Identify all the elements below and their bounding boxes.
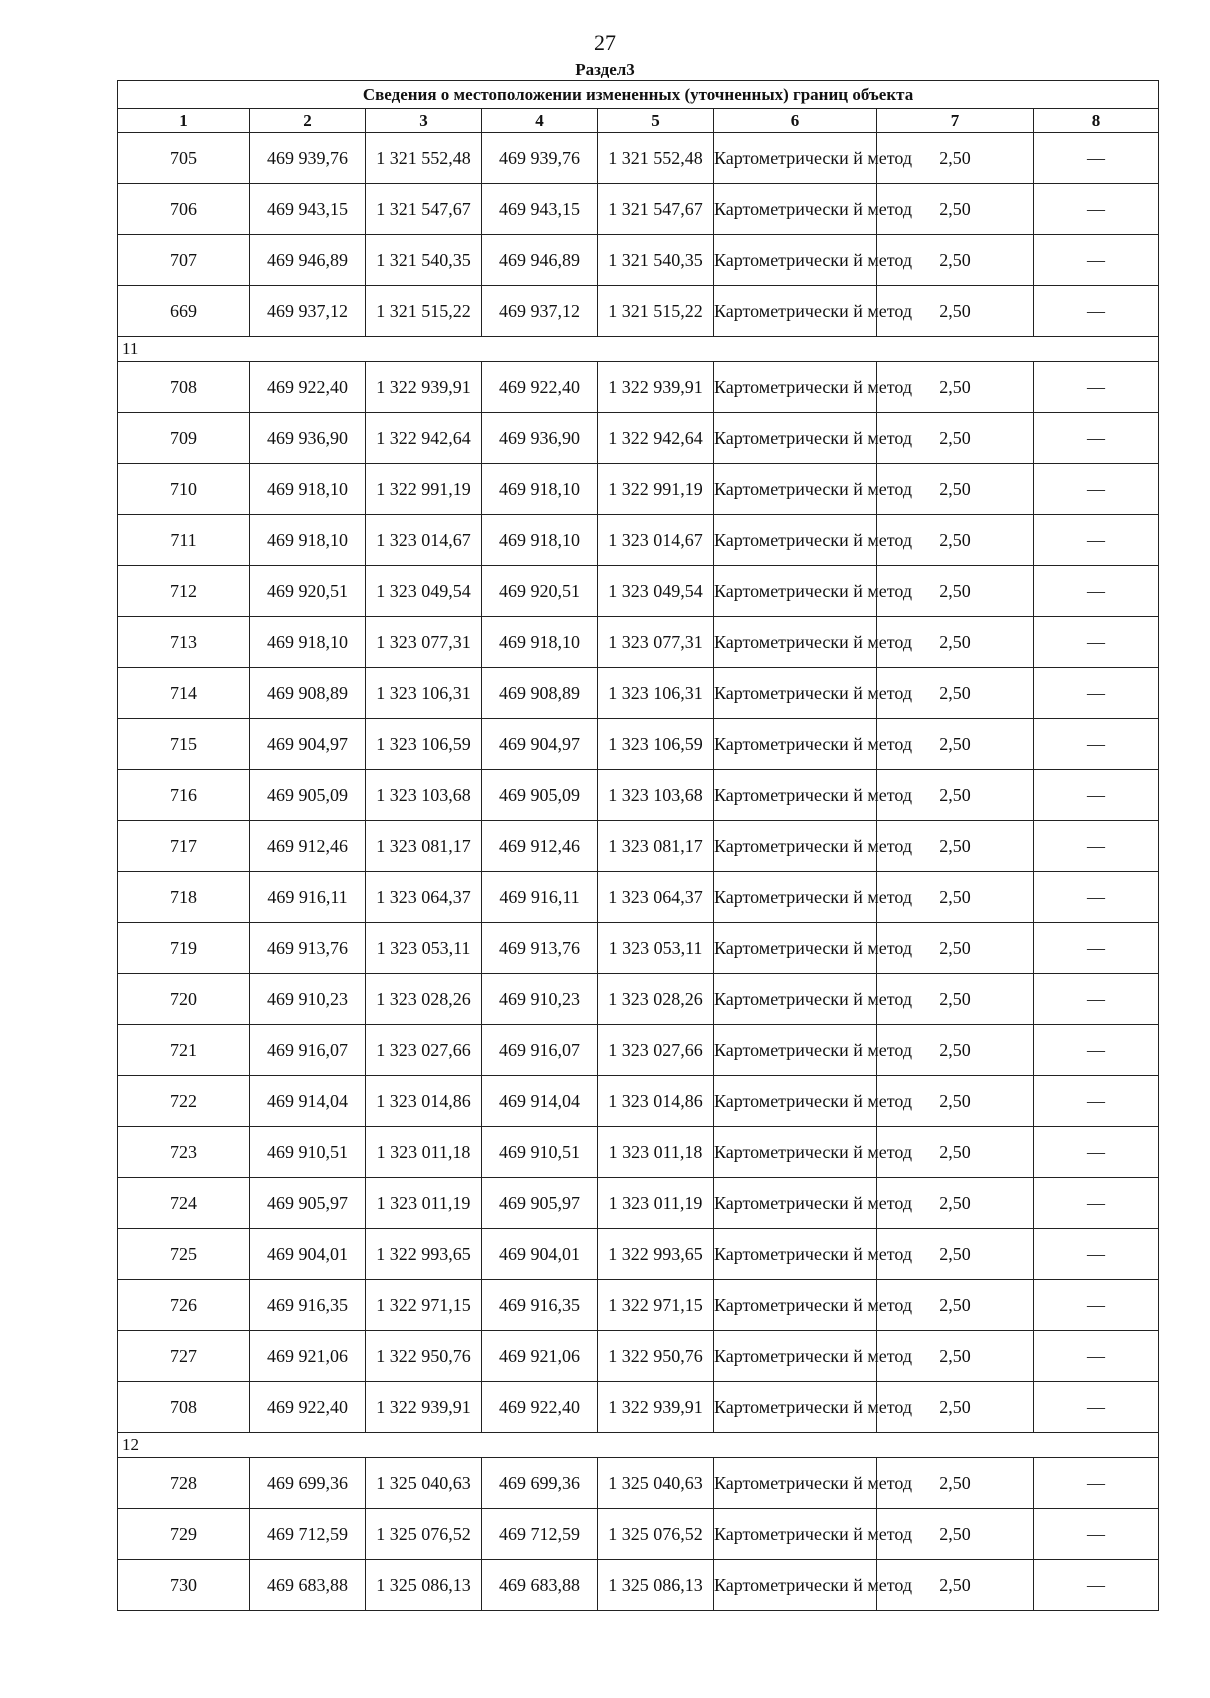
x-existing-cell: 469 916,07 <box>250 1025 366 1076</box>
accuracy-cell: 2,50 <box>877 1229 1034 1280</box>
table-row <box>118 184 1159 235</box>
column-number: 1 <box>118 109 250 133</box>
note-cell: — <box>1034 133 1159 184</box>
method-cell: Картометрически й метод <box>714 872 877 923</box>
accuracy-cell: 2,50 <box>877 515 1034 566</box>
y-new-cell: 1 322 942,64 <box>598 413 714 464</box>
x-new-cell: 469 904,01 <box>482 1229 598 1280</box>
x-new-cell: 469 905,09 <box>482 770 598 821</box>
y-existing-cell: 1 323 011,19 <box>366 1178 482 1229</box>
table-row <box>118 668 1159 719</box>
x-existing-cell: 469 905,97 <box>250 1178 366 1229</box>
y-new-cell: 1 323 081,17 <box>598 821 714 872</box>
column-number: 8 <box>1034 109 1159 133</box>
accuracy-cell: 2,50 <box>877 235 1034 286</box>
table-row <box>118 872 1159 923</box>
contour-number: 11 <box>118 337 1159 362</box>
accuracy-cell: 2,50 <box>877 413 1034 464</box>
accuracy-cell: 2,50 <box>877 770 1034 821</box>
method-cell: Картометрически й метод <box>714 566 877 617</box>
x-existing-cell: 469 912,46 <box>250 821 366 872</box>
x-existing-cell: 469 943,15 <box>250 184 366 235</box>
x-existing-cell: 469 712,59 <box>250 1509 366 1560</box>
table-row <box>118 1280 1159 1331</box>
point-number-cell: 729 <box>118 1509 250 1560</box>
table-row <box>118 413 1159 464</box>
point-number-cell: 717 <box>118 821 250 872</box>
table-row <box>118 1560 1159 1611</box>
method-cell: Картометрически й метод <box>714 1076 877 1127</box>
x-existing-cell: 469 699,36 <box>250 1458 366 1509</box>
accuracy-cell: 2,50 <box>877 1127 1034 1178</box>
column-numbers-row <box>118 109 1159 133</box>
point-number-cell: 708 <box>118 362 250 413</box>
point-number-cell: 721 <box>118 1025 250 1076</box>
y-existing-cell: 1 323 027,66 <box>366 1025 482 1076</box>
section-title: Раздел3 <box>575 60 635 79</box>
x-new-cell: 469 946,89 <box>482 235 598 286</box>
y-existing-cell: 1 321 552,48 <box>366 133 482 184</box>
note-cell: — <box>1034 1178 1159 1229</box>
table-row <box>118 1025 1159 1076</box>
table-row <box>118 719 1159 770</box>
table-row <box>118 362 1159 413</box>
y-new-cell: 1 323 106,31 <box>598 668 714 719</box>
page-number: 27 <box>594 30 616 55</box>
y-new-cell: 1 323 028,26 <box>598 974 714 1025</box>
y-existing-cell: 1 323 014,86 <box>366 1076 482 1127</box>
y-new-cell: 1 323 106,59 <box>598 719 714 770</box>
y-existing-cell: 1 321 540,35 <box>366 235 482 286</box>
note-cell: — <box>1034 923 1159 974</box>
x-new-cell: 469 914,04 <box>482 1076 598 1127</box>
x-new-cell: 469 939,76 <box>482 133 598 184</box>
table-row <box>118 1229 1159 1280</box>
x-new-cell: 469 918,10 <box>482 464 598 515</box>
note-cell: — <box>1034 719 1159 770</box>
x-new-cell: 469 910,51 <box>482 1127 598 1178</box>
method-cell: Картометрически й метод <box>714 184 877 235</box>
y-existing-cell: 1 322 939,91 <box>366 1382 482 1433</box>
accuracy-cell: 2,50 <box>877 872 1034 923</box>
note-cell: — <box>1034 1382 1159 1433</box>
x-new-cell: 469 916,07 <box>482 1025 598 1076</box>
y-new-cell: 1 321 547,67 <box>598 184 714 235</box>
table-row <box>118 133 1159 184</box>
x-new-cell: 469 913,76 <box>482 923 598 974</box>
y-existing-cell: 1 323 053,11 <box>366 923 482 974</box>
accuracy-cell: 2,50 <box>877 362 1034 413</box>
point-number-cell: 723 <box>118 1127 250 1178</box>
y-new-cell: 1 321 540,35 <box>598 235 714 286</box>
y-new-cell: 1 322 971,15 <box>598 1280 714 1331</box>
contour-group-row <box>118 337 1159 362</box>
x-existing-cell: 469 910,23 <box>250 974 366 1025</box>
method-cell: Картометрически й метод <box>714 668 877 719</box>
y-new-cell: 1 323 027,66 <box>598 1025 714 1076</box>
point-number-cell: 726 <box>118 1280 250 1331</box>
x-existing-cell: 469 916,35 <box>250 1280 366 1331</box>
table-row <box>118 923 1159 974</box>
table-row <box>118 286 1159 337</box>
y-existing-cell: 1 322 993,65 <box>366 1229 482 1280</box>
y-existing-cell: 1 323 011,18 <box>366 1127 482 1178</box>
point-number-cell: 722 <box>118 1076 250 1127</box>
table-row <box>118 1458 1159 1509</box>
x-new-cell: 469 912,46 <box>482 821 598 872</box>
point-number-cell: 705 <box>118 133 250 184</box>
note-cell: — <box>1034 1076 1159 1127</box>
y-new-cell: 1 323 053,11 <box>598 923 714 974</box>
y-new-cell: 1 322 993,65 <box>598 1229 714 1280</box>
y-new-cell: 1 322 939,91 <box>598 362 714 413</box>
column-number: 3 <box>366 109 482 133</box>
table-caption: Сведения о местоположении измененных (уточненных) границ объекта <box>118 81 1159 109</box>
y-new-cell: 1 323 014,86 <box>598 1076 714 1127</box>
point-number-cell: 713 <box>118 617 250 668</box>
table-row <box>118 566 1159 617</box>
table-row <box>118 770 1159 821</box>
table-row <box>118 821 1159 872</box>
accuracy-cell: 2,50 <box>877 1178 1034 1229</box>
accuracy-cell: 2,50 <box>877 1025 1034 1076</box>
point-number-cell: 715 <box>118 719 250 770</box>
point-number-cell: 730 <box>118 1560 250 1611</box>
method-cell: Картометрически й метод <box>714 1127 877 1178</box>
x-new-cell: 469 712,59 <box>482 1509 598 1560</box>
x-new-cell: 469 920,51 <box>482 566 598 617</box>
y-existing-cell: 1 325 076,52 <box>366 1509 482 1560</box>
note-cell: — <box>1034 1560 1159 1611</box>
method-cell: Картометрически й метод <box>714 1280 877 1331</box>
y-new-cell: 1 322 939,91 <box>598 1382 714 1433</box>
accuracy-cell: 2,50 <box>877 617 1034 668</box>
y-new-cell: 1 323 103,68 <box>598 770 714 821</box>
method-cell: Картометрически й метод <box>714 1382 877 1433</box>
table-row <box>118 1076 1159 1127</box>
y-new-cell: 1 321 515,22 <box>598 286 714 337</box>
method-cell: Картометрически й метод <box>714 719 877 770</box>
point-number-cell: 708 <box>118 1382 250 1433</box>
table-row <box>118 617 1159 668</box>
note-cell: — <box>1034 413 1159 464</box>
point-number-cell: 712 <box>118 566 250 617</box>
method-cell: Картометрически й метод <box>714 1509 877 1560</box>
point-number-cell: 719 <box>118 923 250 974</box>
x-existing-cell: 469 916,11 <box>250 872 366 923</box>
point-number-cell: 720 <box>118 974 250 1025</box>
point-number-cell: 714 <box>118 668 250 719</box>
table-row <box>118 1178 1159 1229</box>
method-cell: Картометрически й метод <box>714 1178 877 1229</box>
point-number-cell: 669 <box>118 286 250 337</box>
point-number-cell: 718 <box>118 872 250 923</box>
x-new-cell: 469 916,35 <box>482 1280 598 1331</box>
point-number-cell: 709 <box>118 413 250 464</box>
y-new-cell: 1 323 049,54 <box>598 566 714 617</box>
method-cell: Картометрически й метод <box>714 235 877 286</box>
note-cell: — <box>1034 286 1159 337</box>
x-new-cell: 469 905,97 <box>482 1178 598 1229</box>
note-cell: — <box>1034 1331 1159 1382</box>
accuracy-cell: 2,50 <box>877 133 1034 184</box>
note-cell: — <box>1034 235 1159 286</box>
y-new-cell: 1 325 086,13 <box>598 1560 714 1611</box>
point-number-cell: 724 <box>118 1178 250 1229</box>
y-existing-cell: 1 323 106,31 <box>366 668 482 719</box>
accuracy-cell: 2,50 <box>877 566 1034 617</box>
y-existing-cell: 1 323 077,31 <box>366 617 482 668</box>
accuracy-cell: 2,50 <box>877 1331 1034 1382</box>
y-existing-cell: 1 323 028,26 <box>366 974 482 1025</box>
x-new-cell: 469 910,23 <box>482 974 598 1025</box>
contour-group-row <box>118 1433 1159 1458</box>
x-existing-cell: 469 913,76 <box>250 923 366 974</box>
table-caption-row <box>118 81 1159 109</box>
method-cell: Картометрически й метод <box>714 1458 877 1509</box>
y-new-cell: 1 322 950,76 <box>598 1331 714 1382</box>
table-row <box>118 1331 1159 1382</box>
x-existing-cell: 469 920,51 <box>250 566 366 617</box>
y-new-cell: 1 325 076,52 <box>598 1509 714 1560</box>
x-existing-cell: 469 904,01 <box>250 1229 366 1280</box>
note-cell: — <box>1034 184 1159 235</box>
x-new-cell: 469 922,40 <box>482 1382 598 1433</box>
y-new-cell: 1 323 011,19 <box>598 1178 714 1229</box>
x-new-cell: 469 943,15 <box>482 184 598 235</box>
point-number-cell: 716 <box>118 770 250 821</box>
x-existing-cell: 469 918,10 <box>250 515 366 566</box>
x-new-cell: 469 921,06 <box>482 1331 598 1382</box>
coordinates-table <box>117 80 1159 1611</box>
x-existing-cell: 469 914,04 <box>250 1076 366 1127</box>
accuracy-cell: 2,50 <box>877 184 1034 235</box>
y-existing-cell: 1 323 049,54 <box>366 566 482 617</box>
contour-number: 12 <box>118 1433 1159 1458</box>
y-existing-cell: 1 323 081,17 <box>366 821 482 872</box>
x-existing-cell: 469 904,97 <box>250 719 366 770</box>
method-cell: Картометрически й метод <box>714 413 877 464</box>
note-cell: — <box>1034 872 1159 923</box>
x-new-cell: 469 904,97 <box>482 719 598 770</box>
method-cell: Картометрически й метод <box>714 821 877 872</box>
x-new-cell: 469 908,89 <box>482 668 598 719</box>
method-cell: Картометрически й метод <box>714 1025 877 1076</box>
y-new-cell: 1 322 991,19 <box>598 464 714 515</box>
note-cell: — <box>1034 1229 1159 1280</box>
method-cell: Картометрически й метод <box>714 923 877 974</box>
note-cell: — <box>1034 1280 1159 1331</box>
y-existing-cell: 1 322 950,76 <box>366 1331 482 1382</box>
y-existing-cell: 1 322 991,19 <box>366 464 482 515</box>
x-existing-cell: 469 937,12 <box>250 286 366 337</box>
point-number-cell: 706 <box>118 184 250 235</box>
y-existing-cell: 1 322 942,64 <box>366 413 482 464</box>
x-existing-cell: 469 918,10 <box>250 617 366 668</box>
y-existing-cell: 1 323 106,59 <box>366 719 482 770</box>
table-row <box>118 1509 1159 1560</box>
x-new-cell: 469 937,12 <box>482 286 598 337</box>
y-new-cell: 1 323 077,31 <box>598 617 714 668</box>
note-cell: — <box>1034 617 1159 668</box>
method-cell: Картометрически й метод <box>714 1229 877 1280</box>
table-row <box>118 1127 1159 1178</box>
y-new-cell: 1 323 011,18 <box>598 1127 714 1178</box>
note-cell: — <box>1034 515 1159 566</box>
note-cell: — <box>1034 770 1159 821</box>
note-cell: — <box>1034 1458 1159 1509</box>
accuracy-cell: 2,50 <box>877 464 1034 515</box>
point-number-cell: 725 <box>118 1229 250 1280</box>
note-cell: — <box>1034 464 1159 515</box>
x-new-cell: 469 916,11 <box>482 872 598 923</box>
note-cell: — <box>1034 1127 1159 1178</box>
y-existing-cell: 1 321 547,67 <box>366 184 482 235</box>
table-row <box>118 1382 1159 1433</box>
method-cell: Картометрически й метод <box>714 770 877 821</box>
table-row <box>118 235 1159 286</box>
method-cell: Картометрически й метод <box>714 133 877 184</box>
column-number: 4 <box>482 109 598 133</box>
method-cell: Картометрически й метод <box>714 1331 877 1382</box>
x-existing-cell: 469 936,90 <box>250 413 366 464</box>
column-number: 5 <box>598 109 714 133</box>
accuracy-cell: 2,50 <box>877 719 1034 770</box>
accuracy-cell: 2,50 <box>877 923 1034 974</box>
y-existing-cell: 1 323 064,37 <box>366 872 482 923</box>
y-new-cell: 1 323 014,67 <box>598 515 714 566</box>
note-cell: — <box>1034 566 1159 617</box>
x-existing-cell: 469 922,40 <box>250 362 366 413</box>
x-existing-cell: 469 921,06 <box>250 1331 366 1382</box>
accuracy-cell: 2,50 <box>877 668 1034 719</box>
method-cell: Картометрически й метод <box>714 974 877 1025</box>
method-cell: Картометрически й метод <box>714 286 877 337</box>
point-number-cell: 707 <box>118 235 250 286</box>
x-new-cell: 469 699,36 <box>482 1458 598 1509</box>
x-new-cell: 469 918,10 <box>482 515 598 566</box>
note-cell: — <box>1034 668 1159 719</box>
y-existing-cell: 1 325 040,63 <box>366 1458 482 1509</box>
column-number: 6 <box>714 109 877 133</box>
column-number: 7 <box>877 109 1034 133</box>
method-cell: Картометрически й метод <box>714 362 877 413</box>
x-existing-cell: 469 910,51 <box>250 1127 366 1178</box>
x-existing-cell: 469 918,10 <box>250 464 366 515</box>
point-number-cell: 728 <box>118 1458 250 1509</box>
accuracy-cell: 2,50 <box>877 1509 1034 1560</box>
y-new-cell: 1 325 040,63 <box>598 1458 714 1509</box>
x-new-cell: 469 922,40 <box>482 362 598 413</box>
accuracy-cell: 2,50 <box>877 1382 1034 1433</box>
y-new-cell: 1 321 552,48 <box>598 133 714 184</box>
x-new-cell: 469 936,90 <box>482 413 598 464</box>
y-existing-cell: 1 322 939,91 <box>366 362 482 413</box>
x-existing-cell: 469 939,76 <box>250 133 366 184</box>
table-row <box>118 464 1159 515</box>
y-existing-cell: 1 325 086,13 <box>366 1560 482 1611</box>
x-new-cell: 469 683,88 <box>482 1560 598 1611</box>
method-cell: Картометрически й метод <box>714 515 877 566</box>
x-existing-cell: 469 946,89 <box>250 235 366 286</box>
accuracy-cell: 2,50 <box>877 1280 1034 1331</box>
accuracy-cell: 2,50 <box>877 286 1034 337</box>
table-row <box>118 974 1159 1025</box>
column-number: 2 <box>250 109 366 133</box>
accuracy-cell: 2,50 <box>877 1076 1034 1127</box>
note-cell: — <box>1034 1509 1159 1560</box>
note-cell: — <box>1034 1025 1159 1076</box>
x-existing-cell: 469 922,40 <box>250 1382 366 1433</box>
x-existing-cell: 469 908,89 <box>250 668 366 719</box>
x-new-cell: 469 918,10 <box>482 617 598 668</box>
point-number-cell: 711 <box>118 515 250 566</box>
point-number-cell: 710 <box>118 464 250 515</box>
y-existing-cell: 1 323 014,67 <box>366 515 482 566</box>
note-cell: — <box>1034 974 1159 1025</box>
y-existing-cell: 1 321 515,22 <box>366 286 482 337</box>
method-cell: Картометрически й метод <box>714 1560 877 1611</box>
accuracy-cell: 2,50 <box>877 974 1034 1025</box>
x-existing-cell: 469 683,88 <box>250 1560 366 1611</box>
table-row <box>118 515 1159 566</box>
note-cell: — <box>1034 362 1159 413</box>
note-cell: — <box>1034 821 1159 872</box>
method-cell: Картометрически й метод <box>714 464 877 515</box>
accuracy-cell: 2,50 <box>877 1560 1034 1611</box>
accuracy-cell: 2,50 <box>877 1458 1034 1509</box>
y-existing-cell: 1 322 971,15 <box>366 1280 482 1331</box>
x-existing-cell: 469 905,09 <box>250 770 366 821</box>
point-number-cell: 727 <box>118 1331 250 1382</box>
y-existing-cell: 1 323 103,68 <box>366 770 482 821</box>
method-cell: Картометрически й метод <box>714 617 877 668</box>
y-new-cell: 1 323 064,37 <box>598 872 714 923</box>
accuracy-cell: 2,50 <box>877 821 1034 872</box>
